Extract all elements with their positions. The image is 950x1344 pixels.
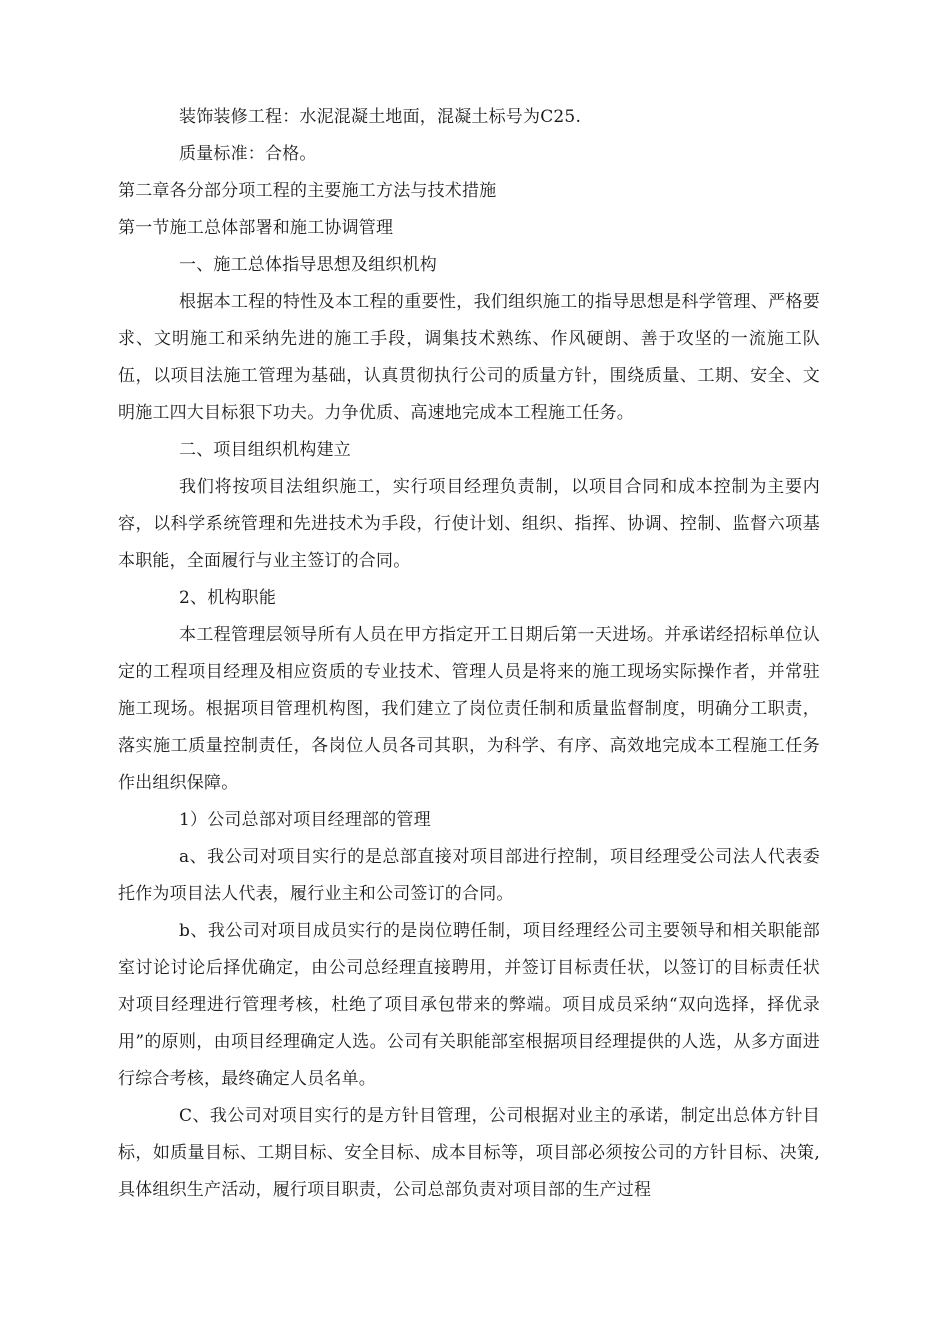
paragraph-item-a: a、我公司对项目实行的是总部直接对项目部进行控制，项目经理受公司法人代表委托作为项目法人代表，履行业主和公司签订的合同。	[118, 847, 820, 904]
item-heading-hq-management: 1）公司总部对项目经理部的管理	[179, 810, 431, 830]
document-body	[118, 99, 820, 1209]
paragraph-quality-standard: 质量标准：合格。	[179, 144, 317, 164]
paragraph-decoration-spec: 装饰装修工程：水泥混凝土地面，混凝土标号为C25.	[179, 107, 582, 127]
paragraph-organization: 我们将按项目法组织施工，实行项目经理负责制，以项目合同和成本控制为主要内容，以科学系统管理和先进技术为手段，行使计划、组织、指挥、协调、控制、监督六项基本职能，全面履行与业主签订的合同。	[118, 477, 820, 571]
subsection-heading-functions: 2、机构职能	[179, 588, 277, 608]
chapter-heading: 第二章各分部分项工程的主要施工方法与技术措施	[118, 181, 497, 201]
subsection-heading-guiding-ideology: 一、施工总体指导思想及组织机构	[179, 255, 437, 275]
paragraph-item-b: b、我公司对项目成员实行的是岗位聘任制，项目经理经公司主要领导和相关职能部室讨论讨论后择优确定，由公司总经理直接聘用，并签订目标责任状，以签订的目标责任状对项目经理进行管理考核，杜绝了项目承包带来的弊端。项目成员采纳“双向选择，择优录用”的原则，由项目经理确定人选。公司有关职能部室根据项目经理提供的人选，从多方面进行综合考核，最终确定人员名单。	[118, 921, 820, 1089]
subsection-heading-organization: 二、项目组织机构建立	[179, 440, 351, 460]
section-heading: 第一节施工总体部署和施工协调管理	[118, 218, 394, 238]
paragraph-guiding-ideology: 根据本工程的特性及本工程的重要性，我们组织施工的指导思想是科学管理、严格要求、文明施工和采纳先进的施工手段，调集技术熟练、作风硬朗、善于攻坚的一流施工队伍，以项目法施工管理为基础，认真贯彻执行公司的质量方针，围绕质量、工期、安全、文明施工四大目标狠下功夫。力争优质、高速地完成本工程施工任务。	[118, 292, 820, 423]
paragraph-item-c: C、我公司对项目实行的是方针目管理，公司根据对业主的承诺，制定出总体方针目标，如质量目标、工期目标、安全目标、成本目标等，项目部必须按公司的方针目标、决策,具体组织生产活动，履行项目职责，公司总部负责对项目部的生产过程	[118, 1106, 820, 1200]
paragraph-functions: 本工程管理层领导所有人员在甲方指定开工日期后第一天进场。并承诺经招标单位认定的工程项目经理及相应资质的专业技术、管理人员是将来的施工现场实际操作者，并常驻施工现场。根据项目管理机构图，我们建立了岗位责任制和质量监督制度，明确分工职责，落实施工质量控制责任，各岗位人员各司其职，为科学、有序、高效地完成本工程施工任务作出组织保障。	[118, 625, 820, 793]
